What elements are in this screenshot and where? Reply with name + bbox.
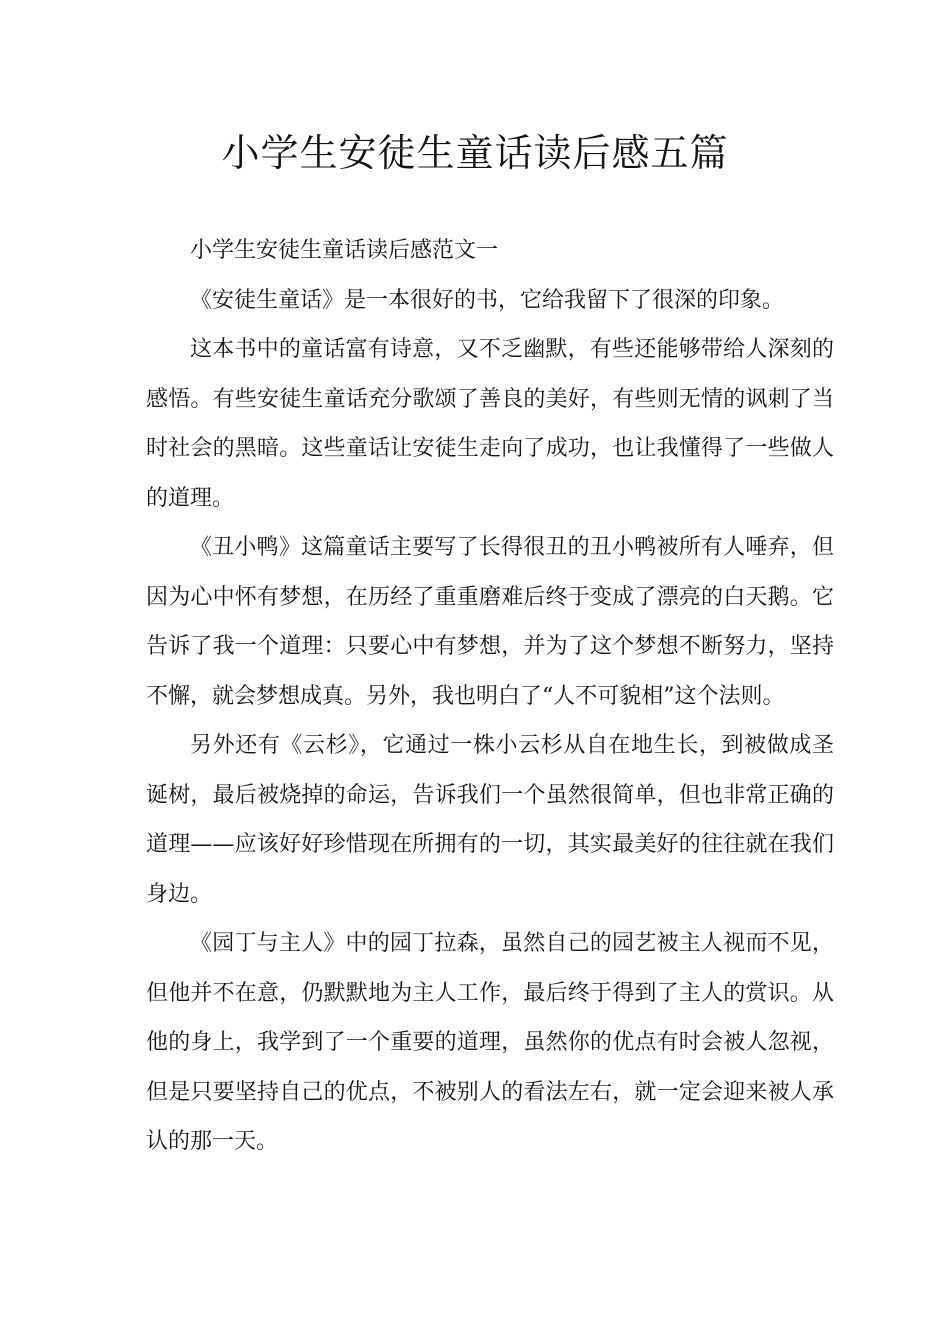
paragraph: 《丑小鸭》这篇童话主要写了长得很丑的丑小鸭被所有人唾弃，但因为心中怀有梦想，在历经了重重磨难后终于变成了漂亮的白天鹅。它告诉了我一个道理：只要心中有梦想，并为了这个梦想不断努力，坚持不懈，就会梦想成真。另外，我也明白了“人不可貌相”这个法则。	[146, 535, 834, 709]
paragraph-subtitle: 小学生安徒生童话读后感范文一	[190, 238, 499, 263]
document-title: 小学生安徒生童话读后感五篇	[221, 131, 729, 175]
document-body	[146, 226, 834, 1167]
paragraph: 另外还有《云杉》，它通过一株小云杉从自在地生长，到被做成圣诞树，最后被烧掉的命运，告诉我们一个虽然很简单，但也非常正确的道理——应该好好珍惜现在所拥有的一切，其实最美好的往往就在我们身边。	[146, 733, 834, 907]
paragraph: 《园丁与主人》中的园丁拉森，虽然自己的园艺被主人视而不见，但他并不在意，仍默默地为主人工作，最后终于得到了主人的赏识。从他的身上，我学到了一个重要的道理，虽然你的优点有时会被人忽视，但是只要坚持自己的优点，不被别人的看法左右，就一定会迎来被人承认的那一天。	[146, 931, 834, 1154]
paragraph: 《安徒生童话》是一本很好的书，它给我留下了很深的印象。	[190, 287, 785, 313]
paragraph: 这本书中的童话富有诗意，又不乏幽默，有些还能够带给人深刻的感悟。有些安徒生童话充分歌颂了善良的美好，有些则无情的讽刺了当时社会的黑暗。这些童话让安徒生走向了成功，也让我懂得了一些做人的道理。	[146, 337, 834, 511]
